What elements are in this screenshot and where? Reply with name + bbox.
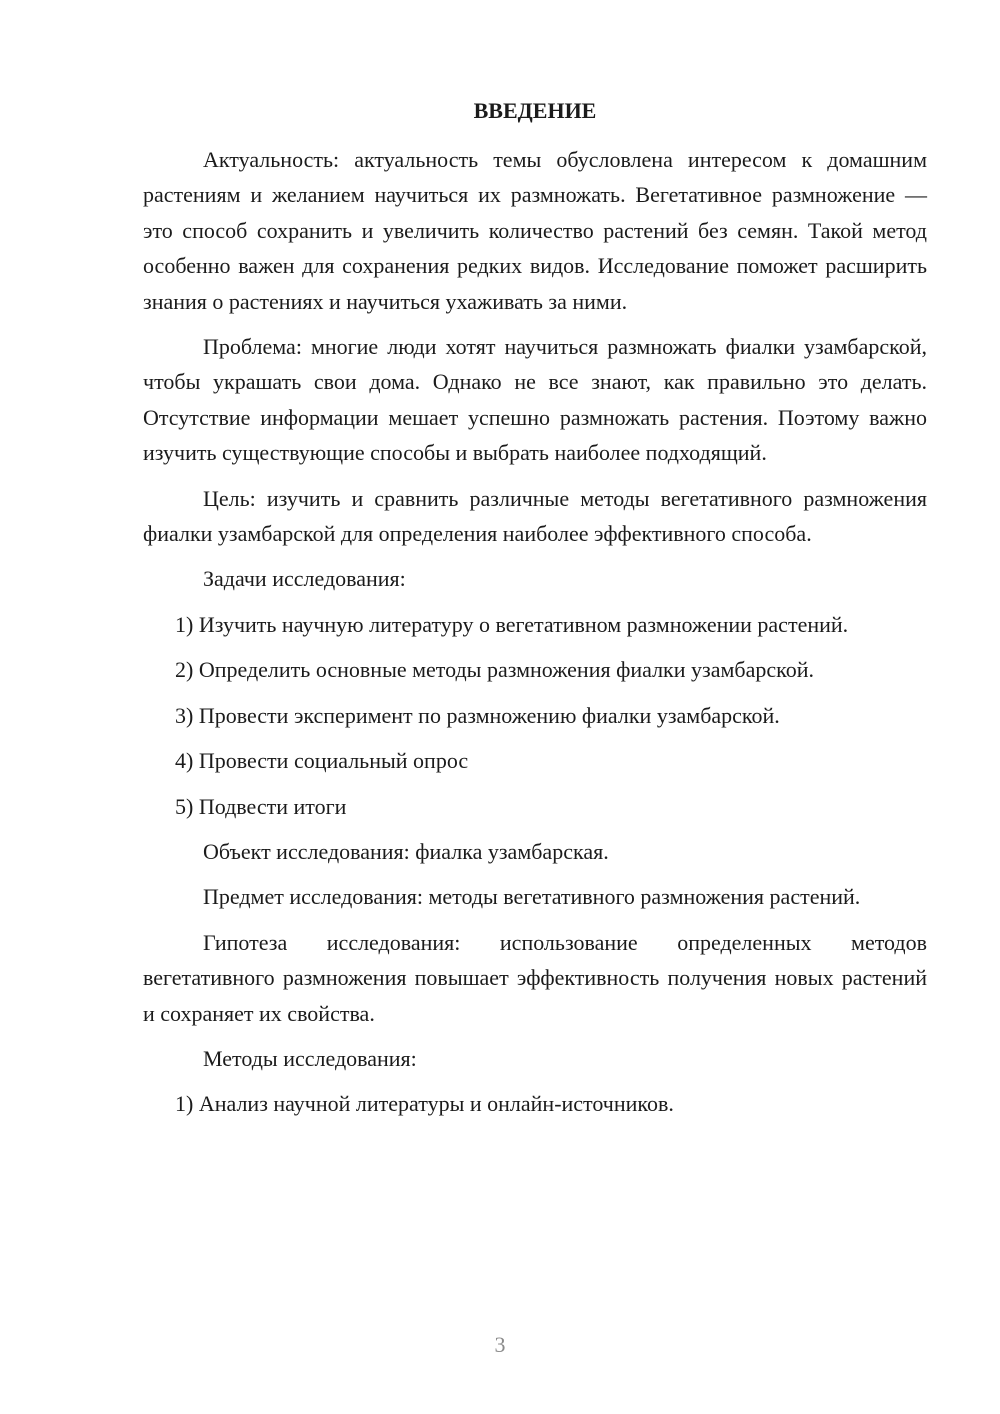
- paragraph-hypothesis: Гипотеза исследования: использование определенных методов вегетативного размножения повышает эффективность получения новых растений и сохраняет их свойства.: [143, 929, 927, 1026]
- task-item-5: 5) Подвести итоги: [175, 793, 347, 819]
- section-heading: ВВЕДЕНИЕ: [473, 98, 597, 123]
- task-item-3: 3) Провести эксперимент по размножению фиалки узамбарской.: [175, 702, 780, 728]
- task-item-2: 2) Определить основные методы размножения фиалки узамбарской.: [175, 657, 814, 683]
- paragraph-methods-title: Методы исследования:: [203, 1045, 417, 1071]
- paragraph-subject: Предмет исследования: методы вегетативного размножения растений.: [203, 884, 861, 910]
- paragraph-goal: Цель: изучить и сравнить различные методы вегетативного размножения фиалки узамбарской для определения наиболее эффективного способа.: [143, 485, 927, 547]
- paragraph-problem: Проблема: многие люди хотят научиться размножать фиалки узамбарской, чтобы украшать свои дома. Однако не все знают, как правильно это делать. Отсутствие информации мешает успешно размножать растения. Поэтому важно изучить существующие способы и выбрать наиболее подходящий.: [143, 334, 927, 466]
- page-number: 3: [494, 1332, 506, 1357]
- paragraph-relevance: Актуальность: актуальность темы обусловлена интересом к домашним растениям и желанием научиться их размножать. Вегетативное размножение — это способ сохранить и увеличить количество растений без семян. Такой метод особенно важен для сохранения редких видов. Исследование поможет расширить знания о растениях и научиться ухаживать за ними.: [143, 147, 927, 314]
- page-content: [143, 92, 927, 1132]
- paragraph-tasks-title: Задачи исследования:: [203, 566, 406, 592]
- task-item-4: 4) Провести социальный опрос: [175, 748, 469, 774]
- paragraph-object: Объект исследования: фиалка узамбарская.: [203, 838, 609, 864]
- method-item-1: 1) Анализ научной литературы и онлайн-источников.: [175, 1091, 674, 1117]
- task-item-1: 1) Изучить научную литературу о вегетативном размножении растений.: [175, 611, 849, 637]
